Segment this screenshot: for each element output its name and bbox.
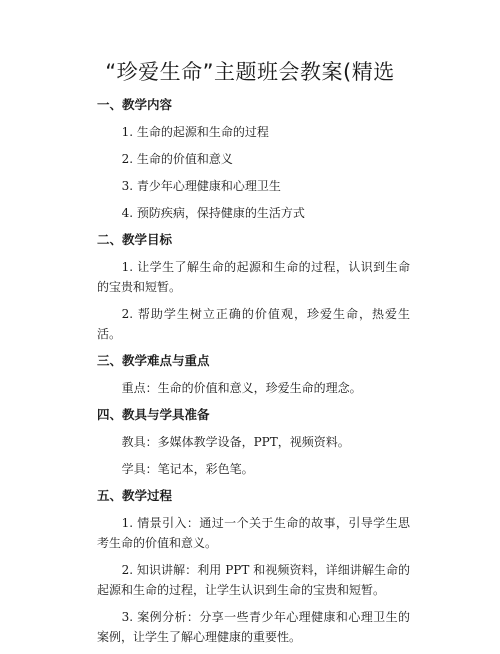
paragraph: 3. 青少年心理健康和心理卫生 xyxy=(121,179,281,193)
paragraph: 3. 案例分析：分享一些青少年心理健康和心理卫生的案例，让学生了解心理健康的重要性。 xyxy=(97,610,410,644)
section-heading: 二、教学目标 xyxy=(97,232,173,247)
section-heading: 三、教学难点与重点 xyxy=(97,353,210,368)
paragraph: 教具：多媒体教学设备，PPT，视频资料。 xyxy=(121,435,350,449)
section-heading: 五、教学过程 xyxy=(97,488,173,503)
paragraph: 2. 知识讲解：利用 PPT 和视频资料，详细讲解生命的起源和生命的过程，让学生认识到生命的宝贵和短暂。 xyxy=(97,563,410,597)
paragraph: 4. 预防疾病，保持健康的生活方式 xyxy=(121,206,305,220)
paragraph: 1. 情景引入：通过一个关于生命的故事，引导学生思考生命的价值和意义。 xyxy=(97,516,410,550)
paragraph: 学具：笔记本，彩色笔。 xyxy=(121,462,254,476)
section-heading: 一、教学内容 xyxy=(97,97,173,112)
section-teaching-process xyxy=(97,486,410,647)
paragraph: 1. 生命的起源和生命的过程 xyxy=(121,125,269,139)
section-teaching-content xyxy=(97,95,410,223)
paragraph: 重点：生命的价值和意义，珍爱生命的理念。 xyxy=(121,381,362,395)
paragraph: 1. 让学生了解生命的起源和生命的过程，认识到生命的宝贵和短暂。 xyxy=(97,260,410,294)
section-teaching-goals xyxy=(97,230,410,344)
document-body xyxy=(97,95,410,654)
section-heading: 四、教具与学具准备 xyxy=(97,407,210,422)
section-key-points xyxy=(97,351,410,398)
paragraph: 2. 帮助学生树立正确的价值观，珍爱生命，热爱生活。 xyxy=(97,307,410,341)
paragraph: 2. 生命的价值和意义 xyxy=(121,152,233,166)
section-teaching-aids xyxy=(97,405,410,479)
document-title: “珍爱生命”主题班会教案(精选 xyxy=(105,60,395,84)
